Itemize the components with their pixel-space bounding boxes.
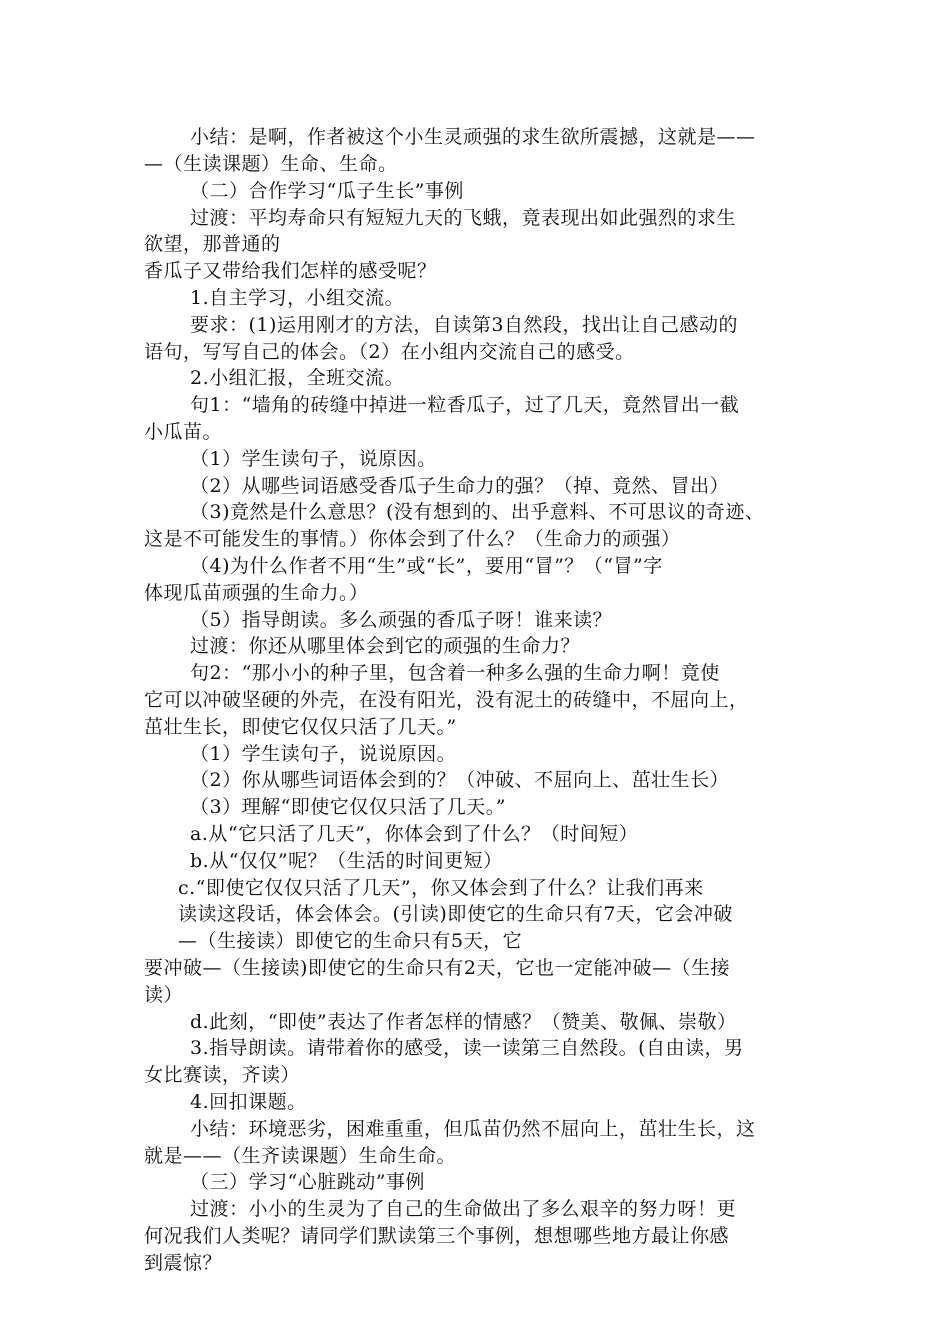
text-line: 要求：(1)运用刚才的方法，自读第3自然段，找出让自己感动的 (190, 314, 739, 336)
text-line: 女比赛读，齐读） (144, 1064, 301, 1086)
text-line: 小结：环境恶劣，困难重重，但瓜苗仍然不屈向上，茁壮生长，这 (190, 1118, 756, 1140)
text-line: 读读这段话，体会体会。(引读)即使它的生命只有7天，它会冲破 (178, 903, 733, 925)
text-line: （3）理解“即使它仅仅只活了几天。” (190, 796, 507, 818)
text-line: 就是——（生齐读课题）生命生命。 (144, 1145, 457, 1167)
text-line: a.从“它只活了几天”，你体会到了什么？（时间短） (190, 823, 639, 845)
text-line: 过渡：平均寿命只有短短九天的飞蛾，竟表现出如此强烈的求生 (190, 207, 737, 229)
text-line: 语句，写写自己的体会。（2）在小组内交流自己的感受。 (144, 341, 635, 363)
text-line: 过渡：你还从哪里体会到它的顽强的生命力？ (190, 635, 581, 657)
section-heading: （三）学习“心脏跳动”事例 (190, 1171, 425, 1193)
text-line: 3.指导朗读。请带着你的感受，读一读第三自然段。(自由读，男 (190, 1037, 744, 1059)
text-line: 4.回扣课题。 (190, 1091, 307, 1113)
text-line: 过渡：小小的生灵为了自己的生命做出了多么艰辛的努力呀！更 (190, 1198, 737, 1220)
text-line: 小结：是啊，作者被这个小生灵顽强的求生欲所震撼，这就是—— (190, 126, 756, 148)
text-line: d.此刻，“即使”表达了作者怎样的情感？（赞美、敬佩、崇敬） (190, 1011, 737, 1033)
text-line: 句1：“墙角的砖缝中掉进一粒香瓜子，过了几天，竟然冒出一截 (190, 394, 740, 416)
text-line: 何况我们人类呢？请同学们默读第三个事例，想想哪些地方最让你感 (144, 1225, 730, 1247)
text-line: 小瓜苗。 (144, 421, 223, 443)
text-line: 到震惊？ (144, 1252, 223, 1274)
text-line: 茁壮生长，即使它仅仅只活了几天。” (144, 716, 457, 738)
text-line: 香瓜子又带给我们怎样的感受呢？ (144, 260, 437, 282)
text-line: 这是不可能发生的事情。）你体会到了什么？（生命力的顽强） (144, 528, 681, 550)
text-line: —（生接读）即使它的生命只有5天，它 (178, 930, 523, 952)
text-line: （1）学生读句子，说说原因。 (190, 743, 457, 765)
text-line: b.从“仅仅”呢？（生活的时间更短） (190, 850, 503, 872)
text-line: 2.小组汇报，全班交流。 (190, 367, 405, 389)
text-line: （2）从哪些词语感受香瓜子生命力的强？（掉、竟然、冒出） (190, 475, 730, 497)
text-line: 句2：“那小小的种子里，包含着一种多么强的生命力啊！竟使 (190, 662, 720, 684)
text-line: （4)为什么作者不用“生”或“长”，要用“冒”？（“冒”字 (190, 555, 663, 577)
text-line: （3)竟然是什么意思？(没有想到的、出乎意料、不可思议的奇迹、 (190, 501, 765, 523)
text-line: 要冲破—（生接读)即使它的生命只有2天，它也一定能冲破—（生接 (144, 957, 731, 979)
text-line: （1）学生读句子，说原因。 (190, 448, 437, 470)
text-line: c.“即使它仅仅只活了几天”，你又体会到了什么？让我们再来 (178, 877, 704, 899)
text-line: 体现瓜苗顽强的生命力。） (144, 582, 369, 604)
section-heading: （二）合作学习“瓜子生长”事例 (190, 180, 464, 202)
text-line: —（生读课题）生命、生命。 (144, 153, 398, 175)
text-line: 1.自主学习，小组交流。 (190, 287, 405, 309)
text-line: 它可以冲破坚硬的外壳，在没有阳光，没有泥土的砖缝中，不屈向上， (144, 689, 749, 711)
text-line: （2）你从哪些词语体会到的？（冲破、不屈向上、茁壮生长） (190, 769, 730, 791)
text-line: 欲望，那普通的 (144, 233, 281, 255)
text-line: （5）指导朗读。多么顽强的香瓜子呀！谁来读？ (190, 609, 613, 631)
text-line: 读） (144, 984, 184, 1006)
